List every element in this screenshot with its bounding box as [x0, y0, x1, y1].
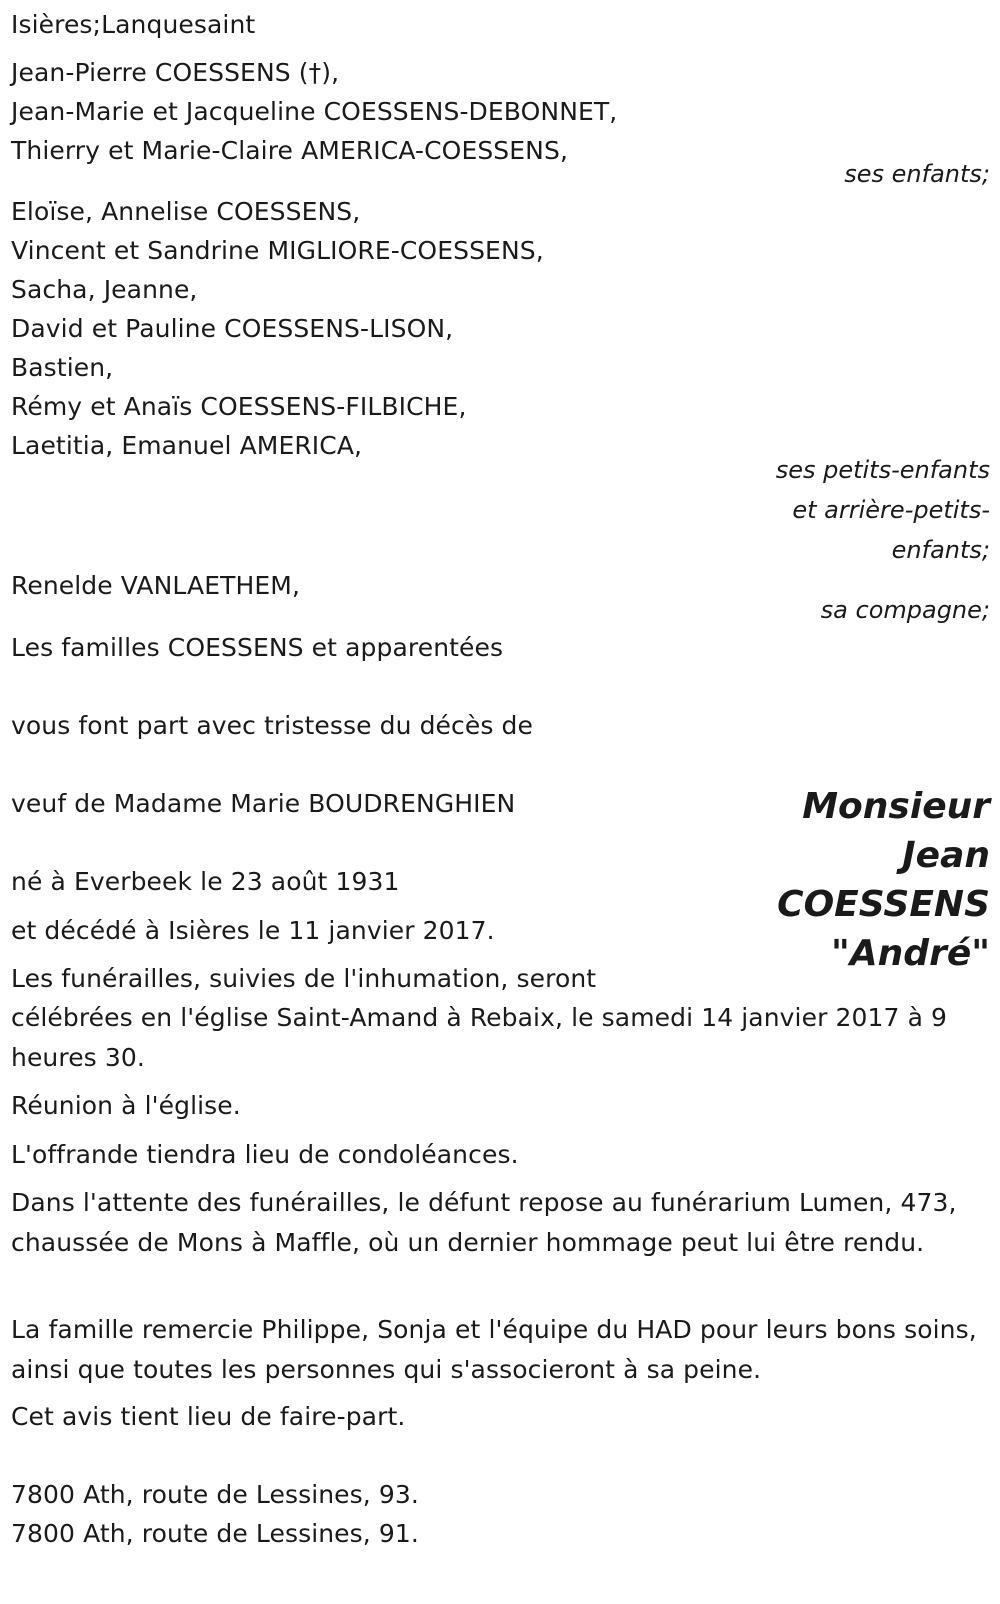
grandchildren-role-label: ses petits-enfants et arrière-petits-enfants;: [775, 456, 990, 564]
grandchild-line: Rémy et Anaïs COESSENS-FILBICHE,: [11, 392, 467, 421]
families-line: Les familles COESSENS et apparentées: [11, 633, 504, 662]
funeral-line-2: célébrées en l'église Saint-Amand à Rebaix, le samedi 14 janvier 2017 à 9 heures 30.: [11, 1003, 948, 1072]
thanks-paragraph: La famille remercie Philippe, Sonja et l'équipe du HAD pour leurs bons soins, ainsi que toutes les personnes qui s'associeront à sa peine.: [11, 1315, 977, 1384]
locations-header: Isières;Lanquesaint: [11, 10, 256, 39]
offering-line: L'offrande tiendra lieu de condoléances.: [11, 1140, 519, 1169]
child-line: Thierry et Marie-Claire AMERICA-COESSENS,: [11, 136, 568, 165]
deceased-last-name: COESSENS: [777, 884, 990, 925]
children-role-label: ses enfants;: [844, 160, 990, 188]
grandchild-line: Sacha, Jeanne,: [11, 275, 198, 304]
announcement-line: vous font part avec tristesse du décès de: [11, 711, 533, 740]
address-line: 7800 Ath, route de Lessines, 91.: [11, 1519, 419, 1548]
widower-line: veuf de Madame Marie BOUDRENGHIEN: [11, 789, 516, 818]
grandchild-line: Laetitia, Emanuel AMERICA,: [11, 431, 363, 460]
child-line: Jean-Marie et Jacqueline COESSENS-DEBONNET,: [11, 97, 618, 126]
deceased-title: Monsieur: [802, 786, 990, 827]
companion-role-label: sa compagne;: [820, 596, 990, 624]
deceased-nickname: "André": [831, 933, 990, 974]
grandchild-line: Eloïse, Annelise COESSENS,: [11, 197, 361, 226]
deceased-name-block: [730, 782, 990, 978]
repose-paragraph: Dans l'attente des funérailles, le défunt repose au funérarium Lumen, 473, chaussée de Mons à Maffle, où un dernier hommage peut lui être rendu.: [11, 1188, 957, 1257]
grandchild-line: David et Pauline COESSENS-LISON,: [11, 314, 454, 343]
death-line: et décédé à Isières le 11 janvier 2017.: [11, 916, 495, 945]
funeral-line-1: Les funérailles, suivies de l'inhumation, seront: [11, 964, 597, 993]
meeting-line: Réunion à l'église.: [11, 1091, 241, 1120]
address-line: 7800 Ath, route de Lessines, 93.: [11, 1480, 419, 1509]
birth-line: né à Everbeek le 23 août 1931: [11, 867, 400, 896]
notice-line: Cet avis tient lieu de faire-part.: [11, 1402, 406, 1431]
child-line: Jean-Pierre COESSENS (†),: [11, 58, 340, 87]
grandchild-line: Vincent et Sandrine MIGLIORE-COESSENS,: [11, 236, 544, 265]
deceased-first-name: Jean: [902, 835, 990, 876]
grandchild-line: Bastien,: [11, 353, 114, 382]
companion-name: Renelde VANLAETHEM,: [11, 571, 300, 600]
